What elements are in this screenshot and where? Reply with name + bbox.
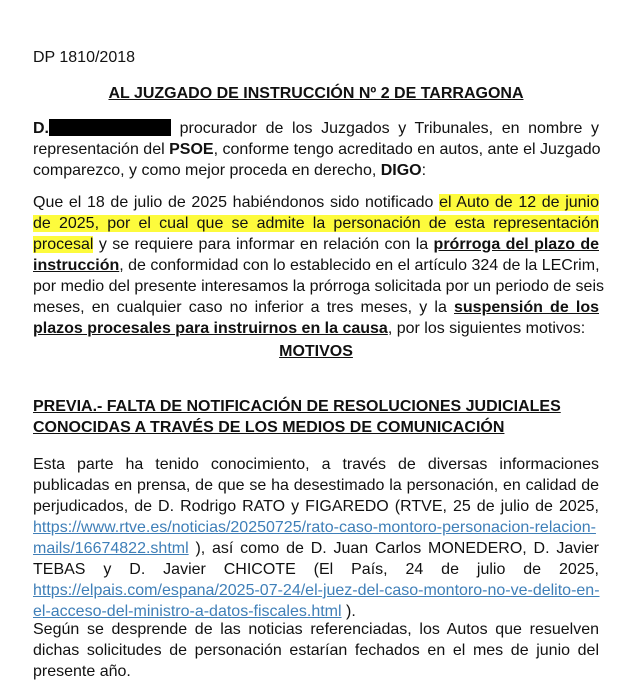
text-line: [33, 619, 599, 640]
text-segment: Según se desprende de las noticias referenciadas, los Autos que resuelven: [33, 621, 599, 638]
bold-text: DIGO: [380, 162, 422, 179]
bold-text: D.: [33, 120, 49, 137]
text-line: [33, 297, 599, 318]
text-line: [33, 640, 599, 661]
text-segment: procurador de los Juzgados y Tribunales, en nombre y: [171, 120, 599, 137]
text-line: [33, 475, 599, 496]
text-segment: , conforme tengo acreditado en autos, ante el Juzgado: [213, 141, 601, 158]
text-line: [33, 538, 599, 559]
text-line: [33, 234, 599, 255]
paragraph-request: [33, 192, 604, 339]
text-line: [33, 661, 599, 682]
text-segment: perjudicados, de D. Rodrigo RATO y FIGAREDO (RTVE, 25 de julio de 2025,: [33, 498, 599, 515]
text-segment: Que el 18 de julio de 2025 habiéndonos sido notificado: [33, 194, 440, 211]
text-line: [33, 580, 599, 601]
news-link[interactable]: https://www.rtve.es/noticias/20250725/rato-caso-montoro-personacion-relacion-: [33, 519, 596, 536]
text-segment: comparezco, y como mejor proceda en derecho,: [33, 162, 381, 179]
paragraph-press-reports: [33, 454, 599, 622]
paragraph-appearance: [33, 118, 599, 181]
text-line: [33, 276, 604, 297]
bold-underlined-text: prórroga del plazo de: [433, 236, 599, 253]
text-segment: por medio del presente interesamos la prórroga solicitada por un periodo de seis: [33, 278, 604, 295]
text-segment: TEBAS y D. Javier CHICOTE (El País, 24 de julio de 2025,: [33, 561, 599, 578]
text-line: [33, 318, 599, 339]
text-segment: , por los siguientes motivos:: [387, 320, 586, 337]
text-line: [33, 255, 599, 276]
highlighted-text: el Auto de 12 de junio: [439, 194, 600, 211]
case-number: DP 1810/2018: [33, 49, 136, 66]
text-segment: , de conformidad con lo establecido en el artículo 324 de la LECrim,: [119, 257, 600, 274]
bold-text: PSOE: [169, 141, 214, 158]
text-line: [33, 454, 599, 475]
redacted-name: [49, 119, 171, 136]
news-link[interactable]: el-acceso-del-ministro-a-datos-fiscales.html: [33, 603, 342, 620]
text-line: [33, 139, 599, 160]
news-link[interactable]: mails/16674822.shtml: [33, 540, 189, 557]
text-line: [33, 559, 599, 580]
bold-underlined-text: instrucción: [33, 257, 120, 274]
text-segment: presente año.: [33, 663, 131, 680]
text-segment: dichas solicitudes de personación estarían fechados en el mes de junio del: [33, 642, 599, 659]
text-line: [33, 213, 599, 234]
previa-title: [33, 396, 599, 438]
text-line: [33, 517, 599, 538]
section-title: MOTIVOS: [279, 343, 353, 360]
paragraph-conclusion: [33, 619, 599, 682]
bold-underlined-text: suspensión de los: [454, 299, 599, 316]
court-heading: AL JUZGADO DE INSTRUCCIÓN Nº 2 DE TARRAGONA: [108, 85, 524, 102]
highlighted-text: procesal: [33, 236, 94, 253]
text-line: [33, 496, 599, 517]
text-segment: ), así como de D. Juan Carlos MONEDERO, D. Javier: [188, 540, 599, 557]
text-line: [33, 118, 599, 139]
news-link[interactable]: https://elpais.com/espana/2025-07-24/el-juez-del-caso-montoro-no-ve-delito-en-: [33, 582, 600, 599]
text-segment: :: [421, 162, 427, 179]
text-segment: meses, en cualquier caso no inferior a tres meses, y la: [33, 299, 454, 316]
text-segment: publicadas en prensa, de que se ha desestimado la personación, en calidad de: [33, 477, 599, 494]
text-line: [33, 192, 599, 213]
text-segment: representación del: [33, 141, 170, 158]
text-segment: Esta parte ha tenido conocimiento, a través de diversas informaciones: [33, 456, 599, 473]
bold-underlined-text: plazos procesales para instruirnos en la causa: [33, 320, 388, 337]
highlighted-text: de 2025, por el cual que se admite la personación de esta representación: [33, 215, 599, 232]
text-line: [33, 160, 599, 181]
previa-title-line: CONOCIDAS A TRAVÉS DE LOS MEDIOS DE COMUNICACIÓN: [33, 419, 505, 436]
previa-title-line: PREVIA.- FALTA DE NOTIFICACIÓN DE RESOLUCIONES JUDICIALES: [33, 398, 561, 415]
text-segment: ).: [341, 603, 356, 620]
text-segment: y se requiere para informar en relación con la: [93, 236, 434, 253]
